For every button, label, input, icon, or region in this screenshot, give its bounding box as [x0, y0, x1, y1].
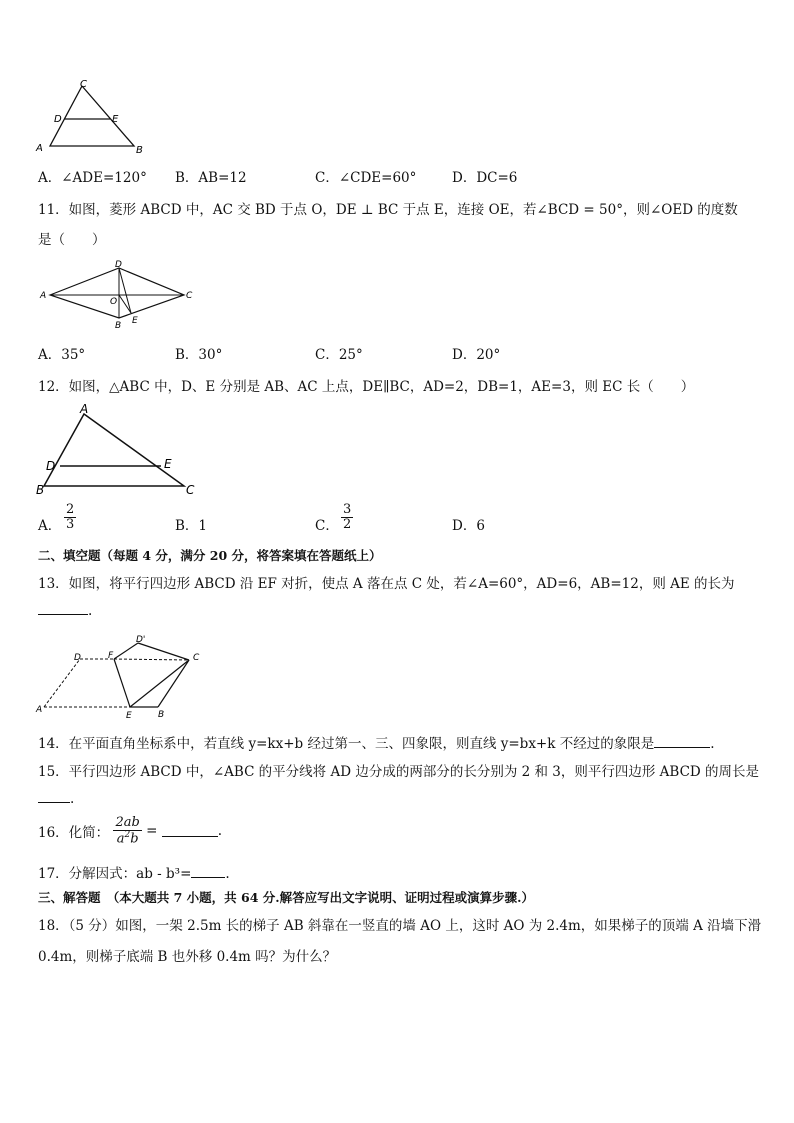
- q11-options: [38, 343, 738, 363]
- q13-answer-line: [38, 602, 92, 619]
- q10-options: [38, 166, 738, 186]
- q17-question: [38, 862, 230, 882]
- q12-option-c-label: C．: [315, 518, 339, 534]
- label-b: B: [115, 321, 122, 330]
- q15-answer-line: [38, 790, 74, 807]
- q11-option-d: D．20°: [452, 347, 501, 363]
- label-d-prime: D': [136, 635, 146, 645]
- q11-question-line1: 11．如图，菱形 ABCD 中，AC 交 BD 于点 O，DE ⊥ BC 于点 E，连接 OE，若∠BCD = 50°，则∠OED 的度数: [38, 202, 738, 218]
- den-exponent: 2: [124, 829, 131, 840]
- label-a: A: [36, 705, 43, 715]
- q11-option-b: B．30°: [175, 347, 223, 363]
- q12-option-d: D．6: [452, 518, 485, 534]
- q12-options: [38, 503, 738, 543]
- label-b: B: [136, 145, 143, 156]
- q11-rhombus-figure: [34, 258, 204, 330]
- numerator: 2ab: [115, 815, 140, 830]
- label-c: C: [80, 79, 87, 90]
- q12-option-c-fraction: [341, 503, 353, 531]
- q17-text: 17．分解因式：ab - b³=: [38, 866, 192, 882]
- period: .: [70, 791, 75, 807]
- q15-question-line1: 15．平行四边形 ABCD 中，∠ABC 的平分线将 AD 边分成的两部分的长分别为 2 和 3，则平行四边形 ABCD 的周长是: [38, 764, 760, 780]
- q14-question: [38, 732, 715, 752]
- den-a: a: [116, 830, 125, 846]
- label-f: F: [108, 651, 114, 661]
- label-d: D: [54, 114, 62, 125]
- period: .: [217, 822, 223, 839]
- label-b: B: [36, 483, 45, 497]
- q12-option-a-label: A．: [38, 518, 62, 534]
- q12-question: 12．如图，△ABC 中，D、E 分别是 AB、AC 上点，DE∥BC，AD=2，DB=1，AE=3，则 EC 长（ ）: [38, 379, 695, 395]
- label-a: A: [40, 291, 47, 301]
- q14-text: 14．在平面直角坐标系中，若直线 y=kx+b 经过第一、三、四象限，则直线 y=bx+k 不经过的象限是: [38, 736, 655, 752]
- q16-fraction: [113, 816, 141, 846]
- q12-triangle-figure: [34, 400, 204, 498]
- answer-blank[interactable]: [654, 735, 710, 748]
- label-d: D: [115, 260, 122, 270]
- label-c: C: [193, 653, 200, 663]
- label-e: E: [164, 457, 172, 471]
- label-a: A: [36, 143, 43, 154]
- label-c: C: [186, 483, 195, 497]
- denominator: 2: [343, 516, 352, 532]
- q13-parallelogram-figure: [34, 632, 214, 722]
- denominator: [113, 831, 141, 846]
- q10-triangle-figure: [30, 76, 150, 158]
- q13-question-line1: 13．如图，将平行四边形 ABCD 沿 EF 对折，使点 A 落在点 C 处，若∠A=60°，AD=6，AB=12，则 AE 的长为: [38, 576, 735, 592]
- label-e: E: [126, 711, 132, 721]
- q12-option-b: B．1: [175, 518, 208, 534]
- q18-question-line2: 0.4m，则梯子底端 B 也外移 0.4m 吗？为什么？: [38, 949, 337, 965]
- answer-blank[interactable]: [191, 865, 225, 878]
- q16-question: [38, 816, 222, 858]
- numerator: 3: [343, 502, 352, 517]
- q11-question-line2: 是（ ）: [38, 232, 106, 248]
- label-d: D: [74, 653, 81, 663]
- numerator: 2: [66, 502, 75, 517]
- den-b: b: [130, 830, 139, 846]
- q12-option-a-fraction: [64, 503, 76, 531]
- label-e: E: [132, 316, 138, 326]
- answer-blank[interactable]: [38, 602, 88, 615]
- label-c: C: [186, 291, 193, 301]
- q10-option-c: C．∠CDE=60°: [315, 170, 417, 186]
- q10-option-a: A．∠ADE=120°: [38, 170, 147, 186]
- denominator: 3: [66, 516, 75, 532]
- q10-option-d: D．DC=6: [452, 170, 518, 186]
- period: .: [710, 736, 715, 752]
- q18-question-line1: 18．（5 分）如图，一架 2.5m 长的梯子 AB 斜靠在一竖直的墙 AO 上，这时 AO 为 2.4m，如果梯子的顶端 A 沿墙下滑: [38, 918, 762, 934]
- label-e: E: [112, 114, 119, 125]
- answer-blank[interactable]: [38, 790, 70, 803]
- label-a: A: [80, 402, 89, 416]
- period: .: [225, 866, 230, 882]
- equals-sign: =: [146, 822, 158, 839]
- section-heading-fill-in: 二、填空题（每题 4 分，满分 20 分，将答案填在答题纸上）: [38, 548, 382, 563]
- label-o: O: [110, 297, 118, 307]
- q10-option-b: B．AB=12: [175, 170, 247, 186]
- answer-blank[interactable]: [162, 824, 218, 837]
- label-b: B: [158, 710, 165, 720]
- section-heading-solve: 三、解答题 （本大题共 7 小题，共 64 分.解答应写出文字说明、证明过程或演算步骤.）: [38, 890, 534, 905]
- q16-prefix: 16．化简：: [38, 824, 110, 841]
- q11-option-c: C．25°: [315, 347, 363, 363]
- q11-option-a: A．35°: [38, 347, 86, 363]
- period: .: [88, 603, 93, 619]
- label-d: D: [46, 459, 56, 473]
